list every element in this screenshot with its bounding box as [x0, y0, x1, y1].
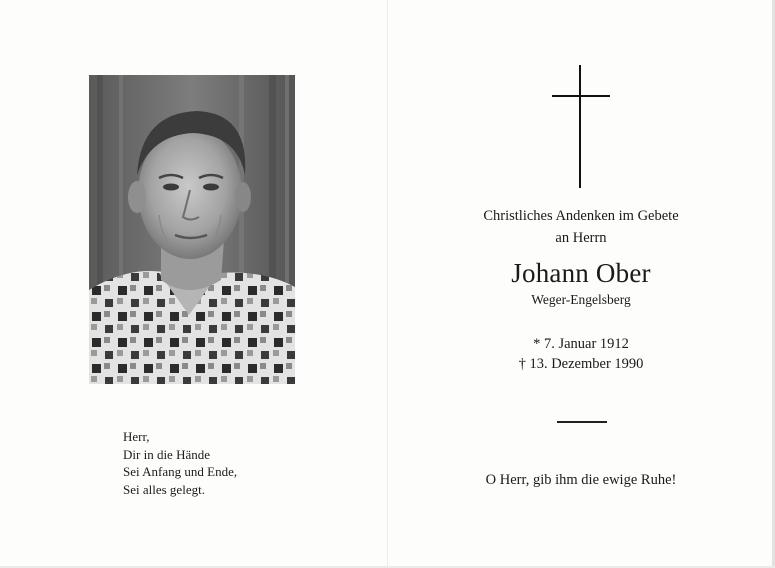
closing-prayer: O Herr, gib ihm die ewige Ruhe!	[485, 472, 677, 488]
card-fold-line	[387, 0, 388, 568]
verse-line: Sei alles gelegt.	[123, 481, 205, 497]
death-date: † 13. Dezember 1990	[518, 356, 644, 372]
verse-line: Dir in die Hände	[123, 446, 211, 462]
cross-horizontal-bar	[552, 95, 610, 97]
portrait-photo	[89, 75, 295, 384]
divider-line	[557, 421, 607, 423]
cross-vertical-bar	[579, 65, 581, 188]
deceased-place: Weger-Engelsberg	[531, 292, 631, 307]
verse-line: Sei Anfang und Ende,	[123, 464, 238, 480]
deceased-name: Johann Ober	[511, 258, 651, 288]
latin-cross-icon	[552, 65, 610, 188]
verse-line: Herr,	[123, 429, 150, 444]
intro-line-1: Christliches Andenken im Gebete	[483, 208, 679, 224]
intro-line-2: an Herrn	[555, 230, 607, 246]
verse-block	[123, 428, 237, 498]
birth-date: * 7. Januar 1912	[533, 336, 629, 352]
